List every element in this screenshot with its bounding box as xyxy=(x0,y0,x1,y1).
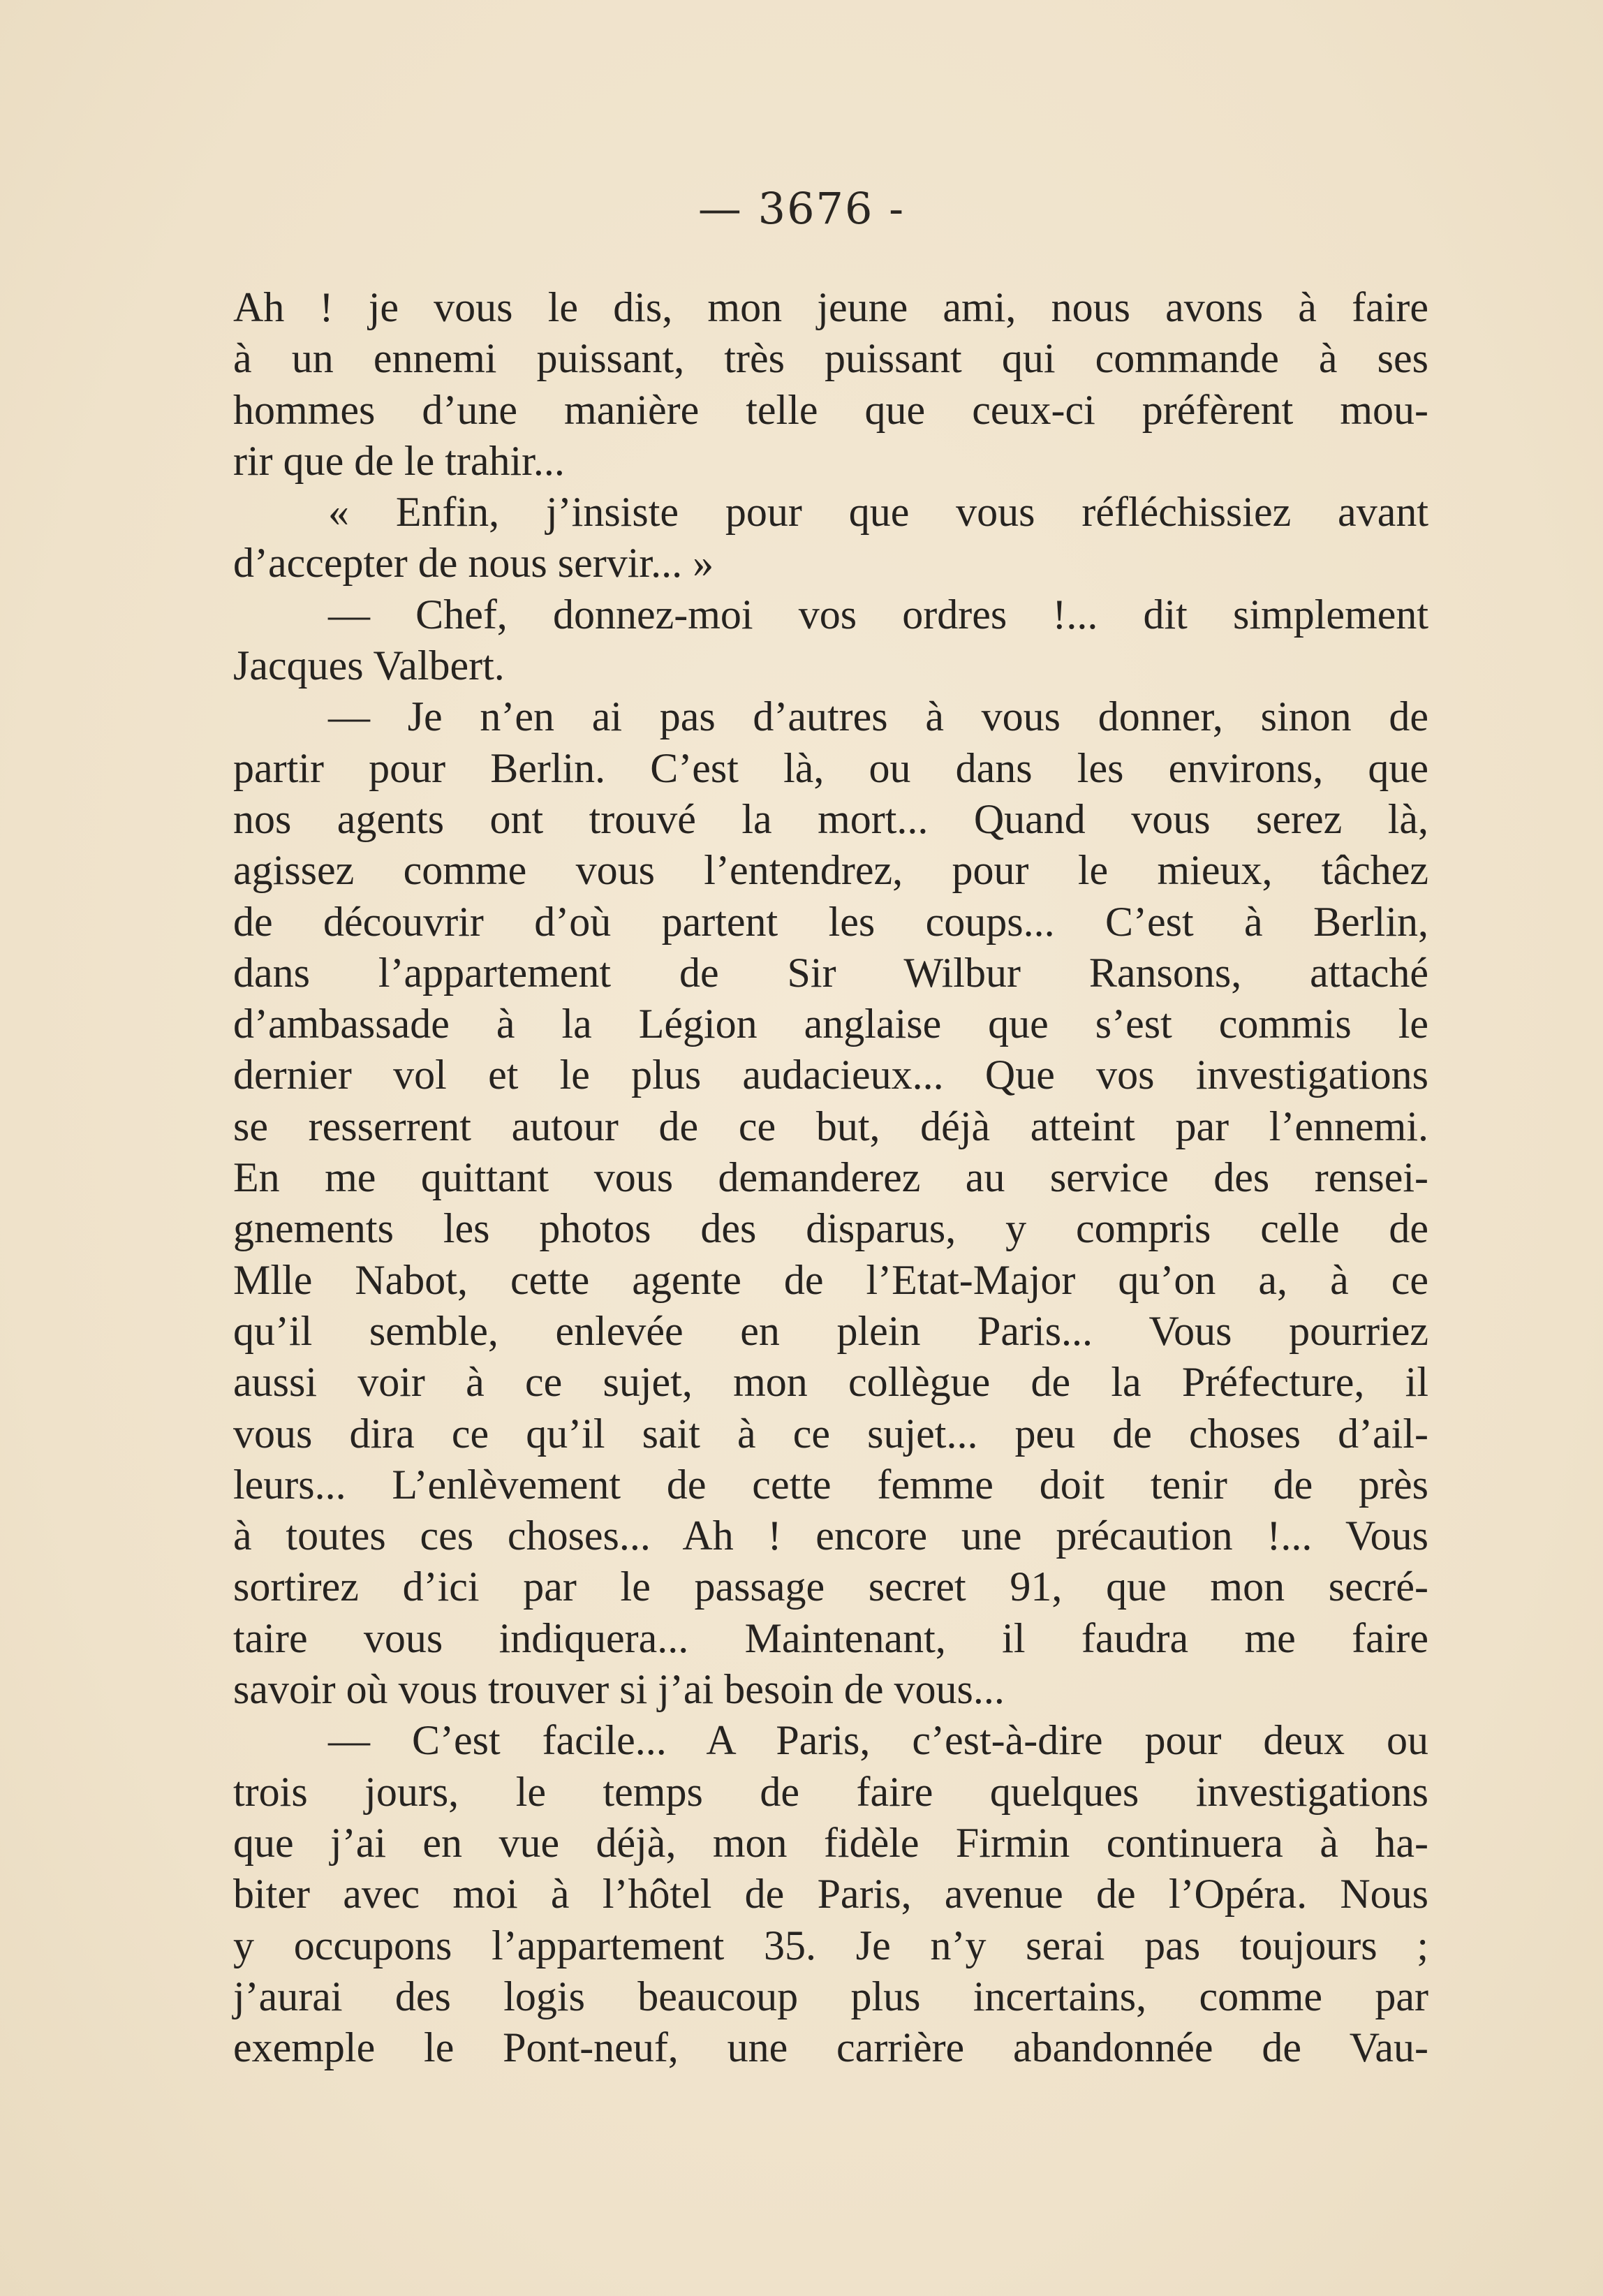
text-line: à toutes ces choses... Ah ! encore une précaution !... Vous xyxy=(233,1513,1428,1559)
text-line: d’accepter de nous servir... » xyxy=(233,540,714,587)
text-line: Ah ! je vous le dis, mon jeune ami, nous avons à faire xyxy=(233,284,1428,330)
text-line: aussi voir à ce sujet, mon collègue de la Préfecture, il xyxy=(233,1359,1428,1406)
text-line: y occupons l’appartement 35. Je n’y serai pas toujours ; xyxy=(233,1922,1428,1968)
text-line: rir que de le trahir... xyxy=(233,437,565,484)
text-line: trois jours, le temps de faire quelques investigations xyxy=(233,1768,1428,1815)
text-line: Jacques Valbert. xyxy=(233,642,505,689)
text-line: exemple le Pont-neuf, une carrière abandonnée de Vau- xyxy=(233,2024,1428,2071)
text-line: hommes d’une manière telle que ceux-ci préfèrent mou- xyxy=(233,386,1428,433)
text-line: taire vous indiquera... Maintenant, il faudra me faire xyxy=(233,1614,1428,1661)
text-line: En me quittant vous demanderez au service des rensei- xyxy=(233,1154,1428,1201)
text-line: biter avec moi à l’hôtel de Paris, avenue de l’Opéra. Nous xyxy=(233,1871,1428,1918)
text-line: Mlle Nabot, cette agente de l’Etat-Major qu’on a, à ce xyxy=(233,1256,1428,1303)
text-line: partir pour Berlin. C’est là, ou dans les environs, que xyxy=(233,744,1428,791)
text-line: — C’est facile... A Paris, c’est-à-dire pour deux ou xyxy=(328,1717,1428,1764)
text-line: gnements les photos des disparus, y compris celle de xyxy=(233,1205,1428,1252)
body-text xyxy=(233,282,1428,2073)
text-line: nos agents ont trouvé la mort... Quand vous serez là, xyxy=(233,795,1428,842)
page-number: — 3676 - xyxy=(697,183,906,234)
text-line: dans l’appartement de Sir Wilbur Ransons, attaché xyxy=(233,949,1428,996)
text-line: — Chef, donnez-moi vos ordres !... dit simplement xyxy=(328,591,1428,638)
text-line: vous dira ce qu’il sait à ce sujet... peu de choses d’ail- xyxy=(233,1410,1428,1457)
text-line: qu’il semble, enlevée en plein Paris... Vous pourriez xyxy=(233,1307,1428,1354)
text-line: j’aurai des logis beaucoup plus incertains, comme par xyxy=(233,1973,1428,2019)
text-line: d’ambassade à la Légion anglaise que s’est commis le xyxy=(233,1001,1428,1047)
text-line: — Je n’en ai pas d’autres à vous donner, sinon de xyxy=(328,693,1428,740)
text-line: de découvrir d’où partent les coups... C’est à Berlin, xyxy=(233,898,1428,945)
text-line: dernier vol et le plus audacieux... Que vos investigations xyxy=(233,1052,1428,1098)
text-line: que j’ai en vue déjà, mon fidèle Firmin continuera à ha- xyxy=(233,1819,1428,1866)
text-line: à un ennemi puissant, très puissant qui commande à ses xyxy=(233,335,1428,382)
text-line: « Enfin, j’insiste pour que vous réfléchissiez avant xyxy=(328,489,1428,536)
text-line: savoir où vous trouver si j’ai besoin de vous... xyxy=(233,1666,1005,1713)
text-line: sortirez d’ici par le passage secret 91, que mon secré- xyxy=(233,1563,1428,1610)
text-line: se resserrent autour de ce but, déjà atteint par l’ennemi. xyxy=(233,1103,1428,1149)
text-line: leurs... L’enlèvement de cette femme doit tenir de près xyxy=(233,1461,1428,1508)
text-line: agissez comme vous l’entendrez, pour le mieux, tâchez xyxy=(233,847,1428,894)
